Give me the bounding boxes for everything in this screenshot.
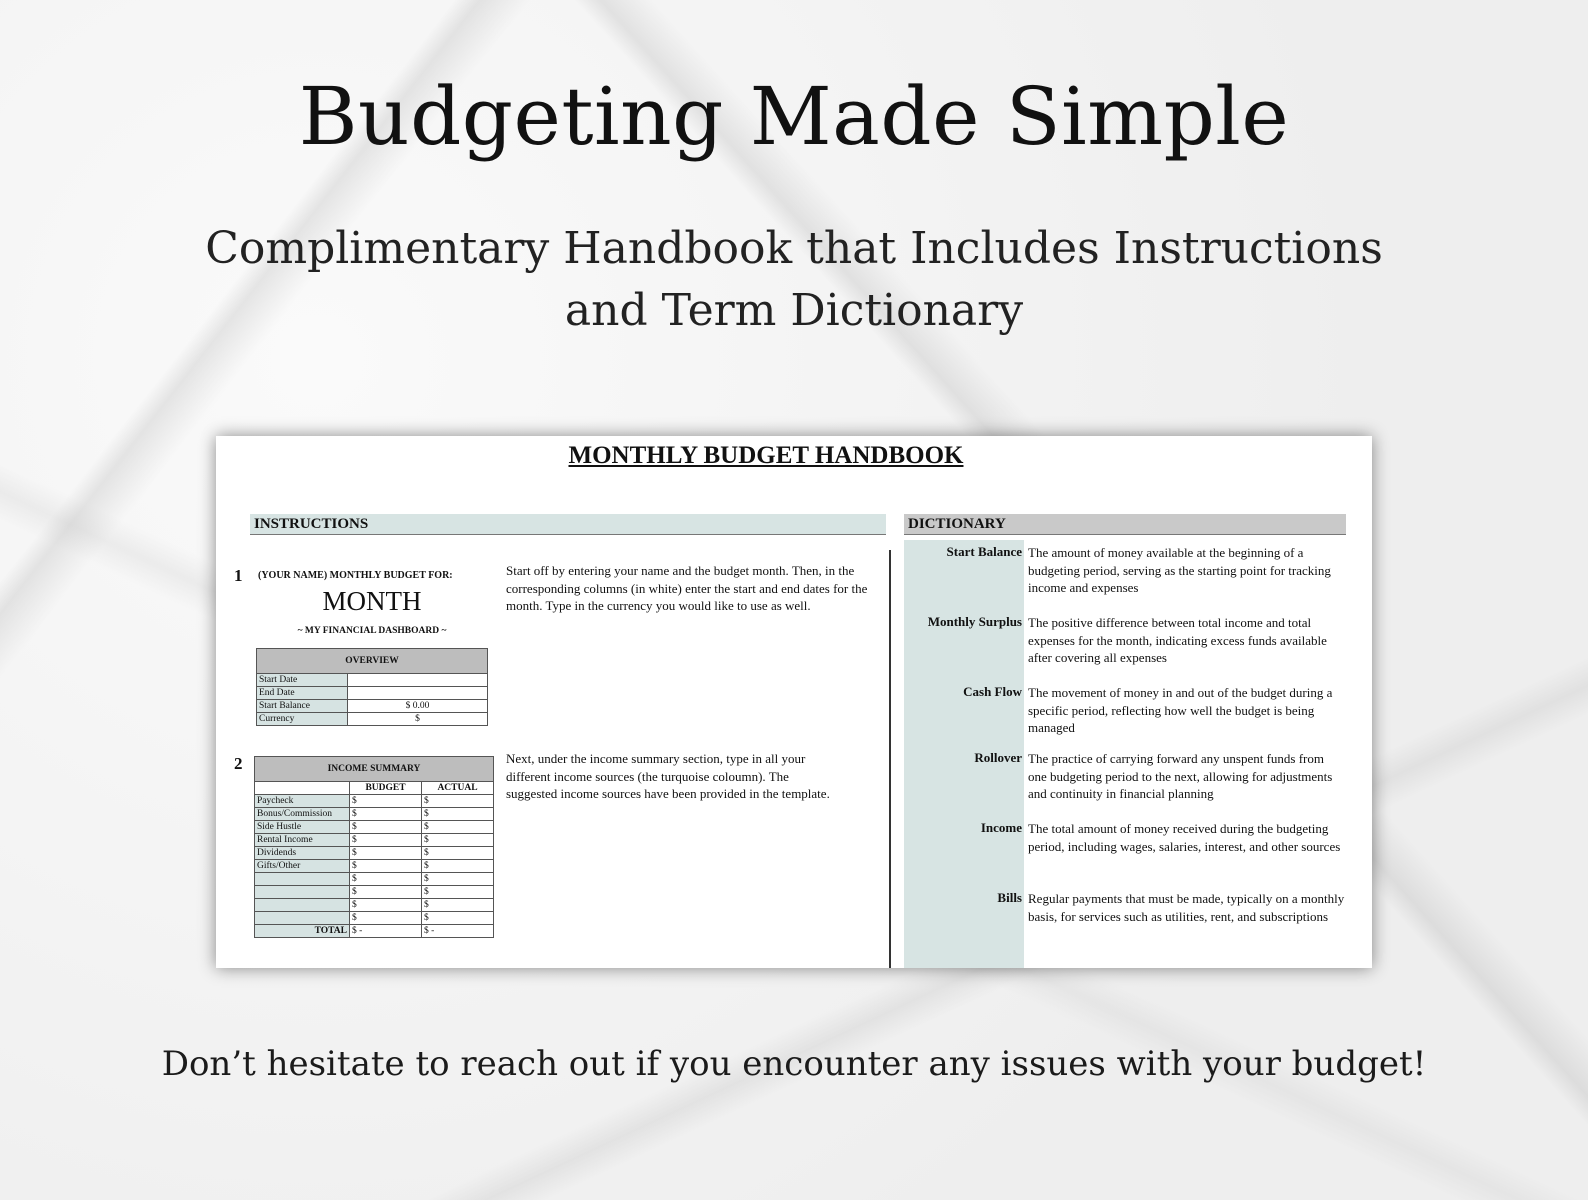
overview-label: Start Date	[257, 674, 348, 687]
income-summary-table	[254, 756, 494, 938]
instructions-header: INSTRUCTIONS	[250, 514, 886, 535]
income-source-label[interactable]	[255, 886, 350, 899]
actual-cell[interactable]: $	[422, 821, 494, 834]
income-source-label[interactable]	[255, 899, 350, 912]
income-source-label[interactable]: Dividends	[255, 847, 350, 860]
budget-cell[interactable]: $	[350, 847, 422, 860]
actual-cell[interactable]: $	[422, 847, 494, 860]
dictionary-definition: The amount of money available at the beginning of a budgeting period, serving as the starting point for tracking income and expenses	[1028, 545, 1331, 595]
table-row	[257, 700, 488, 713]
dictionary-term: Income	[980, 820, 1022, 835]
dictionary-definition: The positive difference between total income and total expenses for the month, indicating excess funds available after covering all expenses	[1028, 615, 1327, 665]
budget-cell[interactable]: $	[350, 821, 422, 834]
table-row	[257, 687, 488, 700]
table-row	[255, 886, 494, 899]
dictionary-definition: Regular payments that must be made, typically on a monthly basis, for services such as utilities, rent, and subscriptions	[1028, 891, 1345, 924]
overview-label: Start Balance	[257, 700, 348, 713]
empty-header-cell	[255, 782, 350, 795]
dictionary-definition: The movement of money in and out of the budget during a specific period, reflecting how well the budget is being managed	[1028, 685, 1333, 735]
table-row	[255, 847, 494, 860]
step-2-instructions: Next, under the income summary section, type in all your different income sources (the turquoise coloumn). The suggested income sources have been provided in the template.	[506, 751, 830, 801]
dictionary-term: Rollover	[974, 750, 1022, 765]
section-divider	[889, 550, 891, 968]
footer-message: Don’t hesitate to reach out if you encounter any issues with your budget!	[161, 1044, 1427, 1084]
actual-cell[interactable]: $	[422, 808, 494, 821]
budget-cell[interactable]: $	[350, 886, 422, 899]
budget-cell[interactable]: $	[350, 899, 422, 912]
dictionary-header: DICTIONARY	[904, 514, 1346, 535]
income-source-label[interactable]: Paycheck	[255, 795, 350, 808]
total-budget: $ -	[350, 925, 422, 938]
overview-title: OVERVIEW	[257, 649, 488, 674]
budget-cell[interactable]: $	[350, 912, 422, 925]
dictionary-term: Monthly Surplus	[927, 614, 1022, 629]
overview-table	[256, 648, 488, 726]
handbook-preview	[216, 436, 1372, 968]
income-source-label[interactable]: Rental Income	[255, 834, 350, 847]
table-row	[255, 873, 494, 886]
income-summary-title: INCOME SUMMARY	[255, 757, 494, 782]
overview-value[interactable]	[348, 687, 488, 700]
subheadline-line-2: and Term Dictionary	[564, 285, 1024, 336]
step-1-instructions: Start off by entering your name and the budget month. Then, in the corresponding columns (in white) enter the start and end dates for the month. Type in the currency you would like to use as well.	[506, 563, 868, 613]
budget-cell[interactable]: $	[350, 873, 422, 886]
table-row	[255, 821, 494, 834]
overview-value[interactable]: $ 0.00	[348, 700, 488, 713]
table-header-row	[255, 782, 494, 795]
page-subheadline	[0, 218, 1588, 342]
budget-cell[interactable]: $	[350, 795, 422, 808]
actual-cell[interactable]: $	[422, 912, 494, 925]
overview-value[interactable]	[348, 674, 488, 687]
overview-label: Currency	[257, 713, 348, 726]
your-name-label: (YOUR NAME) MONTHLY BUDGET FOR:	[258, 570, 453, 581]
budget-cell[interactable]: $	[350, 860, 422, 873]
step-1-number: 1	[234, 566, 243, 585]
table-row	[255, 860, 494, 873]
subheadline-line-1: Complimentary Handbook that Includes Instructions	[205, 223, 1383, 274]
budget-cell[interactable]: $	[350, 834, 422, 847]
overview-label: End Date	[257, 687, 348, 700]
total-label: TOTAL	[255, 925, 350, 938]
table-row	[255, 808, 494, 821]
income-source-label[interactable]: Bonus/Commission	[255, 808, 350, 821]
actual-cell[interactable]: $	[422, 860, 494, 873]
income-source-label[interactable]	[255, 873, 350, 886]
table-row	[257, 674, 488, 687]
table-row	[255, 899, 494, 912]
table-row	[257, 713, 488, 726]
dictionary-term: Cash Flow	[963, 684, 1022, 699]
dictionary-term: Bills	[997, 890, 1022, 905]
income-source-label[interactable]: Gifts/Other	[255, 860, 350, 873]
dictionary-definition: The total amount of money received during the budgeting period, including wages, salaries, interest, and other sources	[1028, 821, 1341, 854]
actual-cell[interactable]: $	[422, 873, 494, 886]
total-row	[255, 925, 494, 938]
step-2-number: 2	[234, 754, 243, 773]
handbook-title: MONTHLY BUDGET HANDBOOK	[568, 442, 964, 469]
dictionary-term: Start Balance	[946, 544, 1022, 559]
financial-dashboard-label: ~ MY FINANCIAL DASHBOARD ~	[297, 626, 447, 636]
income-source-label[interactable]	[255, 912, 350, 925]
table-row	[255, 834, 494, 847]
actual-cell[interactable]: $	[422, 834, 494, 847]
page-headline: Budgeting Made Simple	[298, 70, 1290, 163]
table-row	[255, 912, 494, 925]
dictionary-definition: The practice of carrying forward any unspent funds from one budgeting period to the next, allowing for adjustments and continuity in financial planning	[1028, 751, 1333, 801]
month-title: MONTH	[322, 586, 422, 616]
table-row	[255, 795, 494, 808]
total-actual: $ -	[422, 925, 494, 938]
budget-column-header: BUDGET	[350, 782, 422, 795]
actual-cell[interactable]: $	[422, 886, 494, 899]
income-source-label[interactable]: Side Hustle	[255, 821, 350, 834]
budget-cell[interactable]: $	[350, 808, 422, 821]
actual-column-header: ACTUAL	[422, 782, 494, 795]
actual-cell[interactable]: $	[422, 795, 494, 808]
overview-value[interactable]: $	[348, 713, 488, 726]
actual-cell[interactable]: $	[422, 899, 494, 912]
